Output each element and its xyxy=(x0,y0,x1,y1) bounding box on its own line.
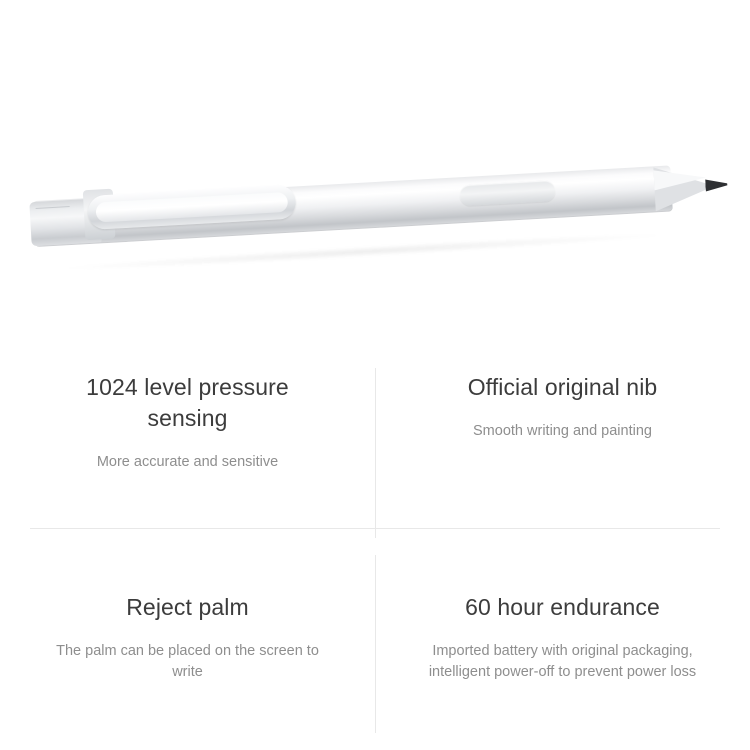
feature-title: 1024 level pressure sensing xyxy=(86,374,289,431)
feature-title: Reject palm xyxy=(126,594,249,620)
feature-subtitle: Imported battery with original packaging, intelligent power-off to prevent power loss xyxy=(428,643,697,680)
vertical-divider-bottom xyxy=(375,555,376,733)
feature-title: 60 hour endurance xyxy=(465,594,660,620)
pen-taper-highlight xyxy=(654,167,707,190)
feature-subtitle: Smooth writing and painting xyxy=(473,423,652,439)
feature-title: Official original nib xyxy=(467,374,658,400)
feature-cell-pressure-sensing xyxy=(0,350,375,550)
feature-cell-original-nib xyxy=(375,350,750,550)
feature-cell-endurance xyxy=(375,550,750,750)
pen-nib xyxy=(705,178,728,191)
stylus-pen-illustration xyxy=(0,129,750,281)
product-hero-image xyxy=(0,0,750,350)
vertical-divider-top xyxy=(375,368,376,538)
feature-grid-section xyxy=(0,350,750,750)
horizontal-divider xyxy=(30,528,720,529)
feature-grid xyxy=(0,350,750,750)
feature-subtitle: More accurate and sensitive xyxy=(96,454,279,470)
feature-subtitle: The palm can be placed on the screen to write xyxy=(56,643,319,680)
feature-cell-reject-palm xyxy=(0,550,375,750)
